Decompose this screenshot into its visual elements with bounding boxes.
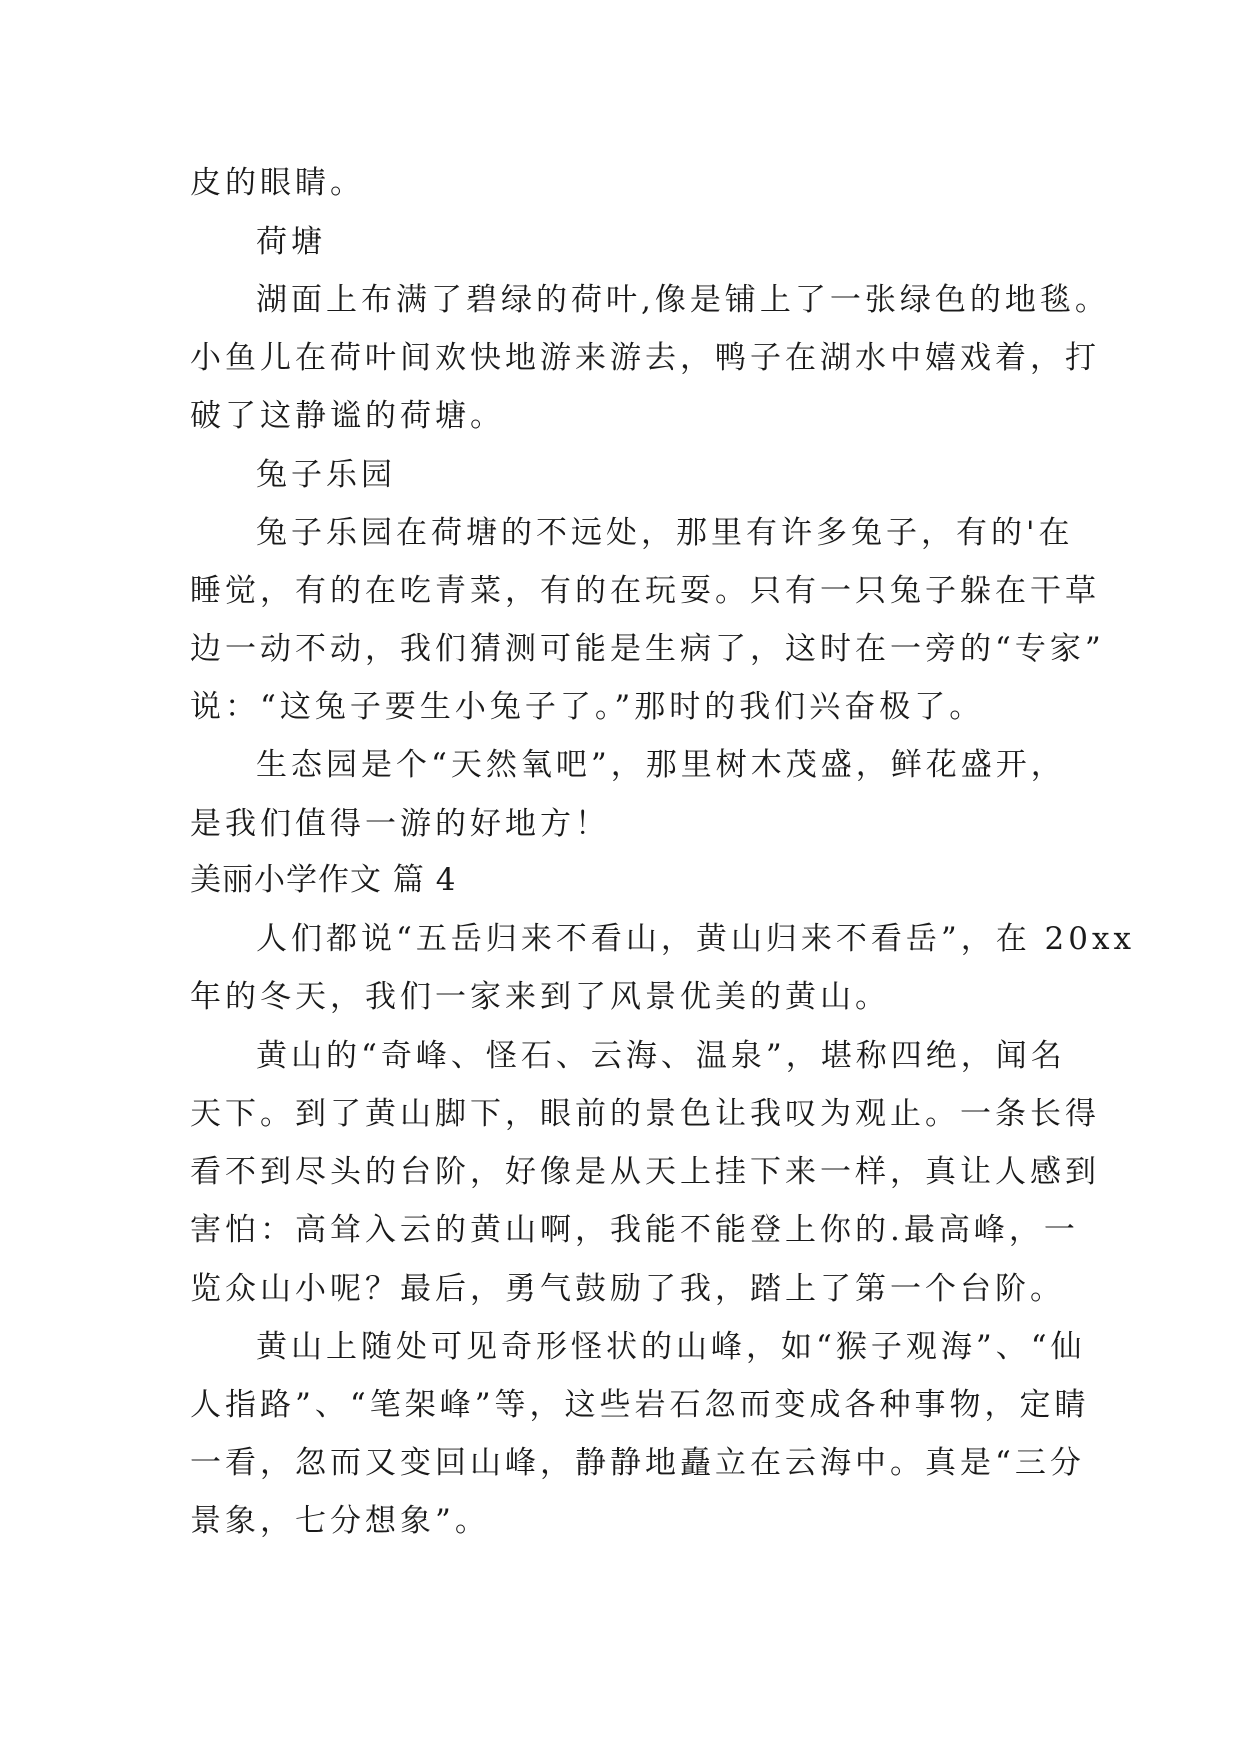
text-line: 天下。到了黄山脚下，眼前的景色让我叹为观止。一条长得 <box>190 1096 1100 1132</box>
article-title: 美丽小学作文 篇 4 <box>190 862 457 898</box>
text-line: 睡觉，有的在吃青菜，有的在玩耍。只有一只兔子躲在干草 <box>190 573 1100 609</box>
text-line: 人指路”、“笔架峰”等，这些岩石忽而变成各种事物，定睛 <box>190 1387 1090 1423</box>
text-line: 览众山小呢？最后，勇气鼓励了我，踏上了第一个台阶。 <box>190 1271 1065 1307</box>
text-line: 湖面上布满了碧绿的荷叶,像是铺上了一张绿色的地毯。 <box>256 282 1110 318</box>
text-line: 一看，忽而又变回山峰，静静地矗立在云海中。真是“三分 <box>190 1445 1085 1481</box>
text-line: 害怕：高耸入云的黄山啊，我能不能登上你的.最高峰，一 <box>190 1212 1079 1248</box>
text-line: 黄山的“奇峰、怪石、云海、温泉”，堪称四绝，闻名 <box>256 1038 1066 1074</box>
text-line: 说：“这兔子要生小兔子了。”那时的我们兴奋极了。 <box>190 689 985 725</box>
text-line: 看不到尽头的台阶，好像是从天上挂下来一样，真让人感到 <box>190 1154 1100 1190</box>
text-line: 景象，七分想象”。 <box>190 1503 490 1539</box>
text-line: 人们都说“五岳归来不看山，黄山归来不看岳”，在 20xx <box>256 921 1135 957</box>
text-line: 皮的眼睛。 <box>190 165 365 201</box>
section-heading: 兔子乐园 <box>256 457 396 493</box>
section-heading: 荷塘 <box>256 224 326 260</box>
text-line: 黄山上随处可见奇形怪状的山峰，如“猴子观海”、“仙 <box>256 1329 1086 1365</box>
text-line: 小鱼儿在荷叶间欢快地游来游去，鸭子在湖水中嬉戏着，打 <box>190 340 1100 376</box>
text-line: 边一动不动，我们猜测可能是生病了，这时在一旁的“专家” <box>190 631 1105 667</box>
text-line: 是我们值得一游的好地方！ <box>190 806 610 842</box>
text-line: 生态园是个“天然氧吧”，那里树木茂盛，鲜花盛开， <box>256 747 1066 783</box>
text-line: 年的冬天，我们一家来到了风景优美的黄山。 <box>190 979 890 1015</box>
text-line: 破了这静谧的荷塘。 <box>190 398 505 434</box>
text-line: 兔子乐园在荷塘的不远处，那里有许多兔子，有的'在 <box>256 515 1074 551</box>
